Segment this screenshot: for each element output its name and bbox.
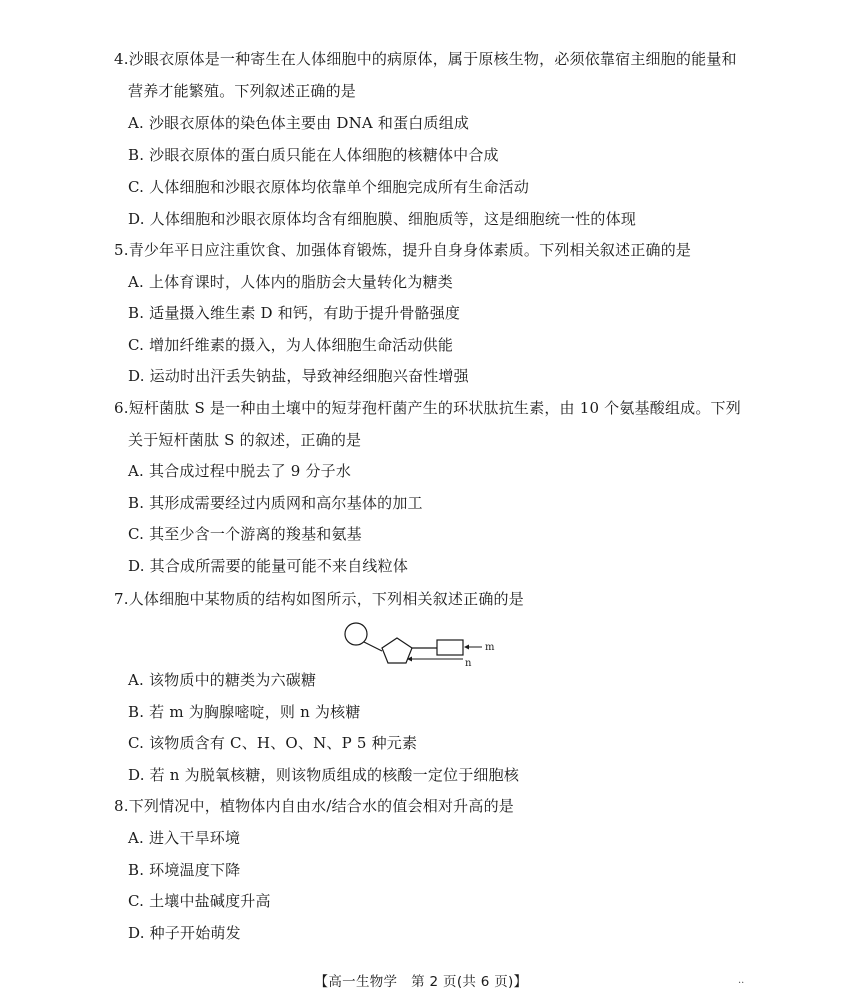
q6-option-c: C. 其至少含一个游离的羧基和氨基	[128, 525, 362, 543]
label-n: n	[465, 658, 472, 667]
q5-option-b: B. 适量摄入维生素 D 和钙，有助于提升骨骼强度	[128, 304, 461, 322]
arrow-m-head	[464, 645, 469, 650]
corner-mark: ··	[738, 978, 745, 989]
phosphate-circle	[345, 623, 367, 645]
q5-stem-line1: 5.青少年平日应注重饮食、加强体育锻炼，提升自身身体素质。下列相关叙述正确的是	[114, 241, 692, 259]
nucleotide-diagram	[342, 621, 502, 667]
q4-option-a: A. 沙眼衣原体的染色体主要由 DNA 和蛋白质组成	[128, 114, 470, 132]
q7-option-c: C. 该物质含有 C、H、O、N、P 5 种元素	[128, 734, 418, 752]
base-rectangle	[437, 640, 463, 655]
phosphate-sugar-bond	[364, 642, 382, 651]
q8-option-d: D. 种子开始萌发	[128, 924, 241, 942]
q8-stem-line1: 8.下列情况中，植物体内自由水/结合水的值会相对升高的是	[114, 797, 514, 815]
q7-option-b: B. 若 m 为胸腺嘧啶，则 n 为核糖	[128, 703, 361, 721]
q5-option-d: D. 运动时出汗丢失钠盐，导致神经细胞兴奋性增强	[128, 367, 469, 385]
q4-stem-line1: 4.沙眼衣原体是一种寄生在人体细胞中的病原体，属于原核生物，必须依靠宿主细胞的能量和	[114, 50, 737, 68]
q5-option-a: A. 上体育课时，人体内的脂肪会大量转化为糖类	[128, 273, 453, 291]
q8-option-b: B. 环境温度下降	[128, 861, 241, 879]
q7-option-d: D. 若 n 为脱氧核糖，则该物质组成的核酸一定位于细胞核	[128, 766, 520, 784]
q6-option-b: B. 其形成需要经过内质网和高尔基体的加工	[128, 494, 423, 512]
q6-option-a: A. 其合成过程中脱去了 9 分子水	[128, 462, 352, 480]
q4-option-d: D. 人体细胞和沙眼衣原体均含有细胞膜、细胞质等，这是细胞统一性的体现	[128, 210, 637, 228]
page-footer: 【高一生物学 第 2 页(共 6 页)】	[314, 974, 528, 990]
q8-option-c: C. 土壤中盐碱度升高	[128, 892, 271, 910]
q6-stem-line1: 6.短杆菌肽 S 是一种由土壤中的短芽孢杆菌产生的环状肽抗生素，由 10 个氨基酸组成。下列	[114, 399, 741, 417]
q4-option-b: B. 沙眼衣原体的蛋白质只能在人体细胞的核糖体中合成	[128, 146, 499, 164]
label-m: m	[485, 642, 495, 653]
q7-option-a: A. 该物质中的糖类为六碳糖	[128, 671, 317, 689]
q7-stem-line1: 7.人体细胞中某物质的结构如图所示，下列相关叙述正确的是	[114, 590, 524, 608]
q8-option-a: A. 进入干旱环境	[128, 829, 241, 847]
q6-stem-line2: 关于短杆菌肽 S 的叙述，正确的是	[128, 431, 362, 449]
q5-option-c: C. 增加纤维素的摄入，为人体细胞生命活动供能	[128, 336, 454, 354]
q4-stem-line2: 营养才能繁殖。下列叙述正确的是	[128, 82, 357, 100]
q4-option-c: C. 人体细胞和沙眼衣原体均依靠单个细胞完成所有生命活动	[128, 178, 530, 196]
q6-option-d: D. 其合成所需要的能量可能不来自线粒体	[128, 557, 409, 575]
